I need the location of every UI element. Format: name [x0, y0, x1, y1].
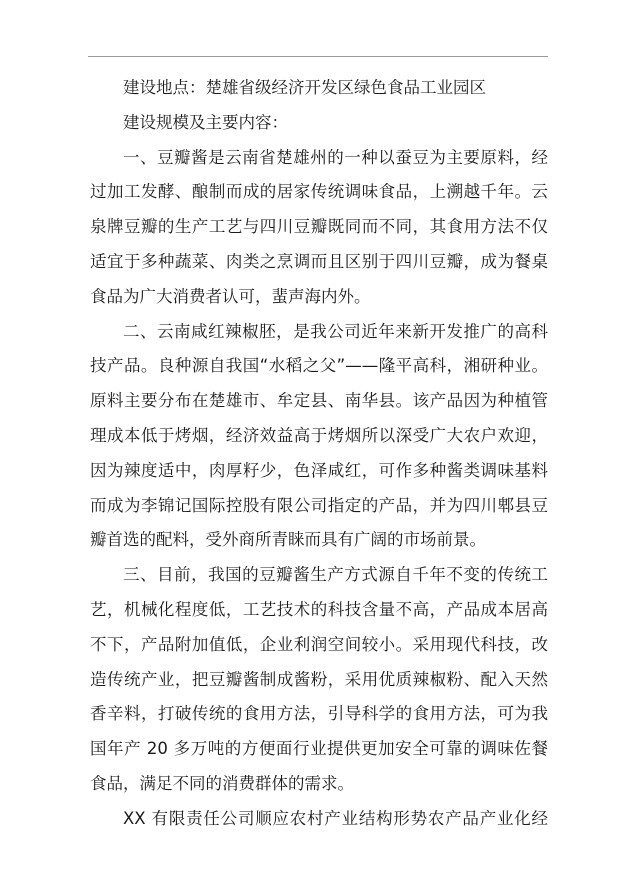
paragraph-line: 三、目前，我国的豆瓣酱生产方式源自千年不变的传统工	[123, 565, 548, 585]
paragraph-line: 因为辣度适中，肉厚籽少，色泽咸红，可作多种酱类调味基料	[90, 460, 548, 480]
paragraph-line: 香辛料，打破传统的食用方法，引导科学的食用方法，可为我	[90, 704, 548, 724]
paragraph-line: 一、豆瓣酱是云南省楚雄州的一种以蚕豆为主要原料，经	[123, 147, 548, 167]
paragraph-line: 过加工发酵、酿制而成的居家传统调味食品，上溯越千年。云	[90, 182, 548, 202]
paragraph-line: 食品为广大消费者认可，蜚声海内外。	[90, 286, 371, 306]
paragraph-line: XX 有限责任公司顺应农村产业结构形势农产品产业化经	[123, 808, 548, 828]
header-rule	[88, 56, 548, 57]
document-body	[90, 76, 548, 842]
paragraph-line: 国年产 20 多万吨的方便面行业提供更加安全可靠的调味佐餐	[90, 739, 548, 759]
paragraph-line: 理成本低于烤烟，经济效益高于烤烟所以深受广大农户欢迎，	[90, 425, 548, 445]
paragraph-line: 而成为李锦记国际控股有限公司指定的产品，并为四川郫县豆	[90, 495, 548, 515]
paragraph-line: 技产品。良种源自我国“水稻之父”——隆平高科，湘研种业。	[90, 356, 548, 376]
paragraph-line: 造传统产业，把豆瓣酱制成酱粉，采用优质辣椒粉、配入天然	[90, 669, 548, 689]
paragraph-line: 艺，机械化程度低，工艺技术的科技含量不高，产品成本居高	[90, 599, 548, 619]
paragraph-line: 泉牌豆瓣的生产工艺与四川豆瓣既同而不同，其食用方法不仅	[90, 217, 548, 237]
location-line: 建设地点：楚雄省级经济开发区绿色食品工业园区	[123, 78, 486, 97]
paragraph-line: 不下，产品附加值低，企业利润空间较小。采用现代科技，改	[90, 634, 548, 654]
paragraph-line: 适宜于多种蔬菜、肉类之烹调而且区别于四川豆瓣，成为餐桌	[90, 251, 548, 271]
paragraph-line: 原料主要分布在楚雄市、牟定县、南华县。该产品因为种植管	[90, 391, 548, 411]
paragraph-line: 二、云南咸红辣椒胚，是我公司近年来新开发推广的高科	[123, 321, 548, 341]
paragraph-line: 食品，满足不同的消费群体的需求。	[90, 773, 354, 793]
scope-heading: 建设规模及主要内容：	[123, 112, 288, 132]
paragraph-line: 瓣首选的配料，受外商所青睐而具有广阔的市场前景。	[90, 530, 486, 550]
